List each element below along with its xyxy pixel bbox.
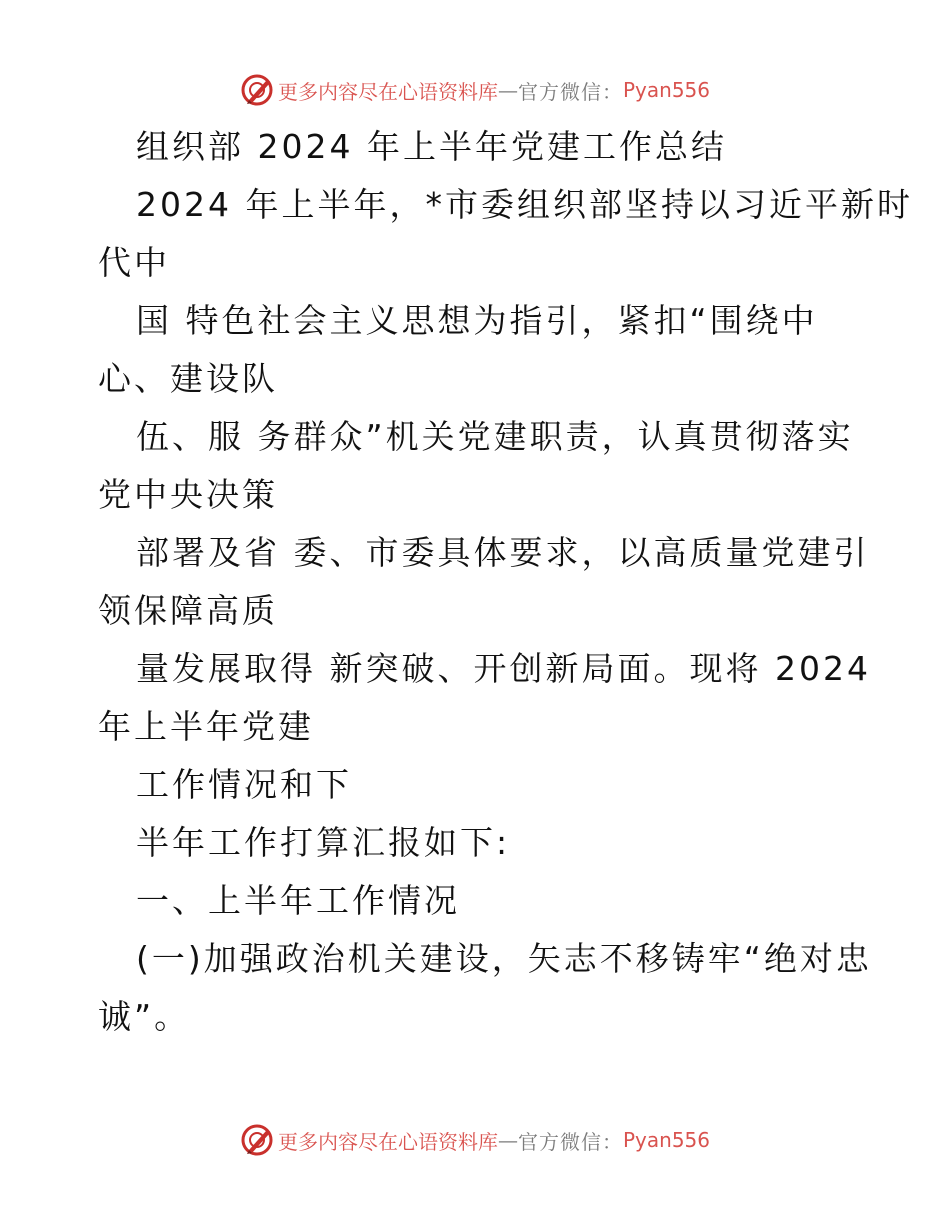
document-line: 领保障高质 (98, 591, 278, 630)
document-line: 年上半年党建 (98, 707, 314, 746)
banner-wechat-label: 官方微信： (517, 79, 623, 104)
header-banner (0, 70, 950, 110)
document-line: 心、建设队 (98, 359, 278, 398)
document-line: 伍、服 务群众”机关党建职责，认真贯彻落实 (136, 417, 854, 456)
document-body (98, 118, 913, 1046)
document-line: 国 特色社会主义思想为指引，紧扣“围绕中 (136, 301, 818, 340)
document-line: 半年工作打算汇报如下: (136, 823, 511, 862)
banner-separator: — (497, 1128, 518, 1152)
pen-logo-icon (240, 73, 274, 107)
banner-text: 更多内容尽在心语资料库 (277, 1129, 498, 1154)
banner-separator: — (497, 78, 518, 102)
footer-banner (0, 1120, 950, 1160)
banner-wechat-label: 官方微信： (517, 1129, 623, 1154)
document-line: 一、上半年工作情况 (136, 881, 460, 920)
document-line: 代中 (98, 243, 170, 282)
document-line: 2024 年上半年，*市委组织部坚持以习近平新时 (136, 185, 913, 224)
document-line: 诚”。 (98, 997, 191, 1036)
pen-logo-icon (240, 1123, 274, 1157)
document-line: (一)加强政治机关建设，矢志不移铸牢“绝对忠 (136, 939, 872, 978)
banner-wechat-id: Pyan556 (622, 78, 710, 102)
document-line: 组织部 2024 年上半年党建工作总结 (136, 127, 727, 166)
document-line: 工作情况和下 (136, 765, 352, 804)
document-line: 部署及省 委、市委具体要求，以高质量党建引 (136, 533, 870, 572)
document-line: 量发展取得 新突破、开创新局面。现将 2024 (136, 649, 871, 688)
document-line: 党中央决策 (98, 475, 278, 514)
banner-text: 更多内容尽在心语资料库 (277, 79, 498, 104)
banner-wechat-id: Pyan556 (622, 1128, 710, 1152)
